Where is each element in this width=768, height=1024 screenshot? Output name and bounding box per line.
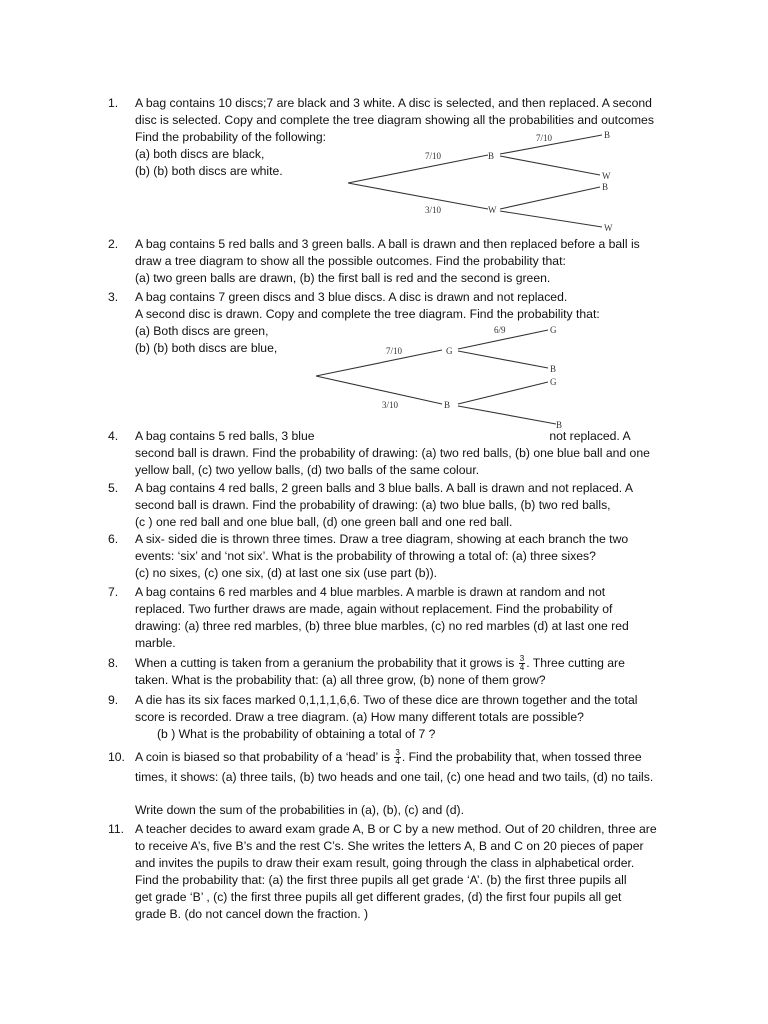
- question-text: Find the probability of the following:: [135, 130, 327, 144]
- question-text: A bag contains 7 green discs and 3 blue discs. A disc is drawn and not replaced.: [135, 290, 568, 304]
- question-text: A bag contains 4 red balls, 2 green balls and 3 blue balls. A ball is drawn and not replaced. A: [135, 481, 633, 495]
- question-part-b: (b) (b) both discs are blue,: [135, 341, 278, 355]
- question-text: drawing: (a) three red marbles, (b) three blue marbles, (c) no red marbles (d) at last one red: [135, 619, 629, 633]
- question-number: 6.: [108, 532, 119, 546]
- tree-branch: [316, 350, 442, 376]
- question-text: times, it shows: (a) three tails, (b) two heads and one tail, (c) one head and two tails, (d) no tails.: [135, 770, 654, 785]
- question-text: grade B. (do not cancel down the fraction. ): [135, 907, 369, 921]
- question-number: 10.: [108, 750, 125, 764]
- question-text: A teacher decides to award exam grade A, B or C by a new method. Out of 20 children, three are: [135, 822, 657, 836]
- question-text: A bag contains 10 discs;7 are black and 3 white. A disc is selected, and then replaced. A second: [135, 96, 652, 110]
- question-number: 7.: [108, 585, 119, 599]
- question-6: [108, 531, 688, 582]
- question-5: [108, 480, 688, 531]
- question-8: [108, 655, 688, 689]
- tree-branch: [458, 351, 548, 368]
- branch-probability: 7/10: [425, 151, 442, 161]
- tree-branch: [458, 382, 548, 404]
- question-number: 9.: [108, 693, 119, 707]
- question-text: A bag contains 5 red balls and 3 green balls. A ball is drawn and then replaced before a ball is: [135, 237, 640, 251]
- tree-branch: [348, 183, 488, 209]
- question-text: yellow ball, (c) two yellow balls, (d) two balls of the same colour.: [135, 463, 480, 477]
- question-number: 1.: [108, 96, 119, 110]
- question-text: (c) no sixes, (c) one six, (d) at last one six (use part (b)).: [135, 566, 438, 580]
- tree-branch: [316, 376, 442, 404]
- question-text: . Find the probability that, when tossed three: [401, 750, 642, 764]
- branch-probability: 7/10: [386, 346, 403, 356]
- question-11: [108, 821, 688, 923]
- tree-branch: [458, 406, 556, 424]
- question-text-line: [135, 749, 688, 766]
- question-text: get grade ‘B’ , (c) the first three pupils all get different grades, (d) the first four pupils all get: [135, 890, 622, 904]
- question-text: Write down the sum of the probabilities in (a), (b), (c) and (d).: [135, 803, 464, 818]
- tree-branch: [500, 211, 602, 227]
- tree-branch: [500, 187, 600, 209]
- question-2: [108, 236, 688, 287]
- tree-node: W: [488, 205, 497, 215]
- tree-node: B: [444, 400, 451, 410]
- branch-probability: 7/10: [536, 133, 553, 143]
- question-part-b: (b) (b) both discs are white.: [135, 164, 283, 178]
- branch-probability: 3/10: [425, 205, 442, 215]
- question-text: . Three cutting are: [526, 656, 625, 670]
- question-text-line: [135, 428, 688, 445]
- question-text: A bag contains 5 red balls, 3 blue: [135, 429, 315, 443]
- fraction-denominator: 4: [519, 663, 525, 673]
- question-text: not replaced. A: [549, 429, 631, 443]
- question-number: 11.: [108, 822, 125, 836]
- question-7: [108, 584, 688, 652]
- tree-leaf: B: [550, 364, 557, 374]
- question-text: taken. What is the probability that: (a) all three grow, (b) none of them grow?: [135, 673, 546, 688]
- tree-node: B: [488, 151, 495, 161]
- question-text: (a) two green balls are drawn, (b) the first ball is red and the second is green.: [135, 271, 551, 285]
- question-9: [108, 692, 688, 743]
- question-text: A coin is biased so that probability of a ‘head’ is: [135, 750, 390, 764]
- question-number: 2.: [108, 237, 119, 251]
- tree-branch: [348, 155, 488, 183]
- tree-leaf: W: [604, 223, 613, 233]
- tree-leaf: W: [602, 171, 611, 181]
- question-text: to receive A’s, five B’s and the rest C’s. She writes the letters A, B and C on 20 pieces of paper: [135, 839, 644, 853]
- question-number: 4.: [108, 429, 119, 443]
- fraction-numerator: 3: [519, 654, 525, 664]
- question-part-a: (a) Both discs are green,: [135, 324, 269, 338]
- question-text: Find the probability that: (a) the first three pupils all get grade ‘A’. (b) the first three pupils all: [135, 873, 627, 887]
- tree-diagram-1: [340, 125, 630, 235]
- question-text: A bag contains 6 red marbles and 4 blue marbles. A marble is drawn at random and not: [135, 585, 606, 599]
- question-text: and invites the pupils to draw their exam result, going through the class in alphabetical order.: [135, 856, 635, 870]
- question-10: [108, 749, 688, 819]
- fraction-denominator: 4: [395, 757, 400, 767]
- tree-leaf: G: [550, 377, 557, 387]
- fraction-numerator: 3: [395, 748, 400, 758]
- tree-leaf: B: [604, 130, 611, 140]
- branch-probability: 3/10: [382, 400, 399, 410]
- question-text-line: [135, 655, 688, 672]
- branch-probability: 6/9: [494, 325, 506, 335]
- question-text: score is recorded. Draw a tree diagram. (a) How many different totals are possible?: [135, 710, 584, 724]
- question-4: [108, 428, 688, 479]
- question-text: A six- sided die is thrown three times. Draw a tree diagram, showing at each branch the two: [135, 532, 629, 546]
- question-text: replaced. Two further draws are made, again without replacement. Find the probability of: [135, 602, 613, 616]
- question-text: second ball is drawn. Find the probability of drawing: (a) two blue balls, (b) two red balls,: [135, 498, 611, 512]
- question-text: events: ‘six’ and ‘not six’. What is the probability of throwing a total of: (a) three sixes?: [135, 549, 596, 563]
- question-text: second ball is drawn. Find the probability of drawing: (a) two red balls, (b) one blue ball and one: [135, 446, 650, 460]
- tree-leaf: G: [550, 325, 557, 335]
- question-text: A second disc is drawn. Copy and complete the tree diagram. Find the probability that:: [135, 307, 600, 321]
- tree-leaf: B: [602, 182, 609, 192]
- question-number: 3.: [108, 290, 119, 304]
- question-text: (c ) one red ball and one blue ball, (d) one green ball and one red ball.: [135, 515, 513, 529]
- tree-diagram-2: [310, 318, 600, 430]
- fraction: [519, 655, 525, 672]
- question-text: When a cutting is taken from a geranium the probability that it grows is: [135, 656, 515, 670]
- question-text: A die has its six faces marked 0,1,1,1,6,6. Two of these dice are thrown together and the total: [135, 693, 638, 707]
- question-number: 8.: [108, 656, 119, 670]
- question-number: 5.: [108, 481, 119, 495]
- question-part-a: (a) both discs are black,: [135, 147, 265, 161]
- fraction: [394, 749, 400, 766]
- tree-branch: [500, 156, 600, 175]
- tree-node: G: [446, 346, 453, 356]
- question-text: disc is selected. Copy and complete the tree diagram showing all the probabilities and outcomes: [135, 113, 654, 127]
- question-text: draw a tree diagram to show all the possible outcomes. Find the probability that:: [135, 254, 566, 268]
- tree-leaf: B: [556, 420, 563, 430]
- question-text: (b ) What is the probability of obtaining a total of 7 ?: [157, 727, 436, 741]
- question-text: marble.: [135, 636, 176, 650]
